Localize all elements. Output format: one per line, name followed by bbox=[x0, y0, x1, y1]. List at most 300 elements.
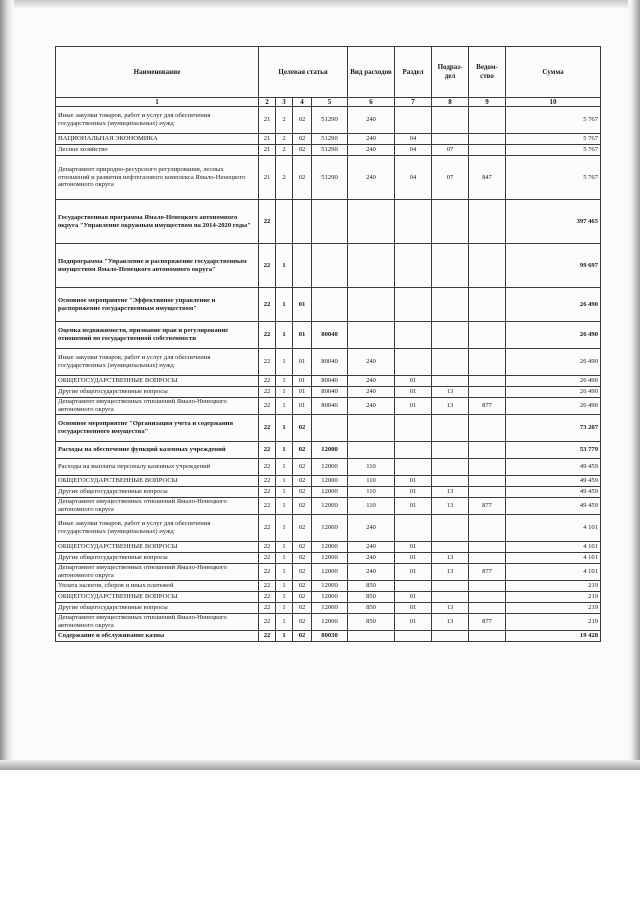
department-code bbox=[469, 542, 506, 553]
subsection: 13 bbox=[432, 398, 469, 415]
target-subprogram: 1 bbox=[276, 459, 293, 476]
subsection bbox=[432, 459, 469, 476]
target-event: 02 bbox=[293, 564, 312, 581]
expense-type: 240 bbox=[348, 349, 395, 376]
col-number: 9 bbox=[469, 98, 506, 107]
department-code bbox=[469, 459, 506, 476]
table-row bbox=[56, 542, 601, 553]
expense-type: 240 bbox=[348, 398, 395, 415]
department-code bbox=[469, 244, 506, 288]
header-department: Ведом-ство bbox=[469, 47, 506, 98]
section bbox=[395, 581, 432, 592]
expense-type: 240 bbox=[348, 107, 395, 134]
target-event: 02 bbox=[293, 134, 312, 145]
table-row bbox=[56, 156, 601, 200]
section: 01 bbox=[395, 398, 432, 415]
department-code bbox=[469, 322, 506, 349]
scan-edge-bottom bbox=[0, 760, 640, 770]
section: 01 bbox=[395, 542, 432, 553]
target-event: 02 bbox=[293, 487, 312, 498]
table-row bbox=[56, 442, 601, 459]
subsection bbox=[432, 631, 469, 642]
target-program: 22 bbox=[259, 614, 276, 631]
row-sum: 219 bbox=[506, 603, 601, 614]
department-code bbox=[469, 387, 506, 398]
table-row bbox=[56, 581, 601, 592]
section: 01 bbox=[395, 487, 432, 498]
target-direction bbox=[312, 288, 348, 322]
target-direction: 12000 bbox=[312, 564, 348, 581]
scan-edge-top bbox=[0, 0, 640, 8]
col-number: 7 bbox=[395, 98, 432, 107]
table-row bbox=[56, 322, 601, 349]
table-row bbox=[56, 487, 601, 498]
expense-type bbox=[348, 244, 395, 288]
target-program: 21 bbox=[259, 156, 276, 200]
section: 01 bbox=[395, 603, 432, 614]
section bbox=[395, 107, 432, 134]
target-subprogram: 2 bbox=[276, 145, 293, 156]
table-row bbox=[56, 398, 601, 415]
target-program: 22 bbox=[259, 592, 276, 603]
expense-type: 850 bbox=[348, 603, 395, 614]
target-subprogram: 1 bbox=[276, 415, 293, 442]
target-event: 02 bbox=[293, 459, 312, 476]
table-row bbox=[56, 200, 601, 244]
target-subprogram: 1 bbox=[276, 349, 293, 376]
target-subprogram bbox=[276, 200, 293, 244]
col-number: 5 bbox=[312, 98, 348, 107]
department-code bbox=[469, 415, 506, 442]
row-sum: 219 bbox=[506, 581, 601, 592]
subsection bbox=[432, 476, 469, 487]
expense-type: 110 bbox=[348, 476, 395, 487]
target-event: 02 bbox=[293, 553, 312, 564]
target-direction: 12000 bbox=[312, 614, 348, 631]
section: 01 bbox=[395, 376, 432, 387]
header-expense-type: Вид расходов bbox=[348, 47, 395, 98]
row-sum: 5 767 bbox=[506, 107, 601, 134]
department-code bbox=[469, 592, 506, 603]
target-event: 02 bbox=[293, 145, 312, 156]
expense-type: 240 bbox=[348, 542, 395, 553]
subsection bbox=[432, 244, 469, 288]
target-event: 02 bbox=[293, 415, 312, 442]
expense-type: 240 bbox=[348, 145, 395, 156]
row-name: Лесное хозяйство bbox=[56, 145, 259, 156]
expense-type: 240 bbox=[348, 553, 395, 564]
target-subprogram: 1 bbox=[276, 614, 293, 631]
row-sum: 5 767 bbox=[506, 145, 601, 156]
target-subprogram: 1 bbox=[276, 542, 293, 553]
row-sum: 5 767 bbox=[506, 134, 601, 145]
table-row bbox=[56, 349, 601, 376]
expense-type bbox=[348, 631, 395, 642]
subsection bbox=[432, 592, 469, 603]
department-code: 877 bbox=[469, 564, 506, 581]
col-number: 4 bbox=[293, 98, 312, 107]
section: 01 bbox=[395, 564, 432, 581]
expense-type: 240 bbox=[348, 156, 395, 200]
row-sum: 4 101 bbox=[506, 553, 601, 564]
target-event: 02 bbox=[293, 156, 312, 200]
row-sum: 219 bbox=[506, 614, 601, 631]
section: 01 bbox=[395, 387, 432, 398]
header-sum: Сумма bbox=[506, 47, 601, 98]
subsection: 07 bbox=[432, 145, 469, 156]
target-program: 22 bbox=[259, 322, 276, 349]
expense-type bbox=[348, 415, 395, 442]
row-name: ОБЩЕГОСУДАРСТВЕННЫЕ ВОПРОСЫ bbox=[56, 592, 259, 603]
expense-type: 240 bbox=[348, 564, 395, 581]
row-name: Уплата налогов, сборов и иных платежей bbox=[56, 581, 259, 592]
target-direction: 80030 bbox=[312, 631, 348, 642]
section: 01 bbox=[395, 476, 432, 487]
department-code bbox=[469, 200, 506, 244]
department-code bbox=[469, 442, 506, 459]
row-sum: 26 490 bbox=[506, 288, 601, 322]
subsection: 13 bbox=[432, 564, 469, 581]
target-program: 21 bbox=[259, 107, 276, 134]
department-code: 877 bbox=[469, 614, 506, 631]
expense-type: 240 bbox=[348, 387, 395, 398]
row-name: ОБЩЕГОСУДАРСТВЕННЫЕ ВОПРОСЫ bbox=[56, 542, 259, 553]
target-program: 22 bbox=[259, 487, 276, 498]
table-row bbox=[56, 387, 601, 398]
department-code bbox=[469, 145, 506, 156]
target-program: 22 bbox=[259, 349, 276, 376]
subsection bbox=[432, 288, 469, 322]
department-code bbox=[469, 107, 506, 134]
target-program: 21 bbox=[259, 145, 276, 156]
department-code: 877 bbox=[469, 398, 506, 415]
department-code bbox=[469, 553, 506, 564]
target-event: 02 bbox=[293, 107, 312, 134]
target-program: 22 bbox=[259, 200, 276, 244]
target-event bbox=[293, 244, 312, 288]
target-subprogram: 1 bbox=[276, 498, 293, 515]
target-direction: 12000 bbox=[312, 603, 348, 614]
target-event bbox=[293, 200, 312, 244]
section bbox=[395, 288, 432, 322]
expense-type: 850 bbox=[348, 592, 395, 603]
row-sum: 219 bbox=[506, 592, 601, 603]
target-direction: 80040 bbox=[312, 387, 348, 398]
row-sum: 4 101 bbox=[506, 564, 601, 581]
target-subprogram: 1 bbox=[276, 631, 293, 642]
subsection: 13 bbox=[432, 487, 469, 498]
target-event: 01 bbox=[293, 387, 312, 398]
target-subprogram: 2 bbox=[276, 156, 293, 200]
subsection: 13 bbox=[432, 498, 469, 515]
row-name: Департамент имущественных отношений Ямало-Ненецкого автономного округа bbox=[56, 398, 259, 415]
target-subprogram: 1 bbox=[276, 487, 293, 498]
target-event: 02 bbox=[293, 603, 312, 614]
col-number: 8 bbox=[432, 98, 469, 107]
target-program: 22 bbox=[259, 398, 276, 415]
row-name: НАЦИОНАЛЬНАЯ ЭКОНОМИКА bbox=[56, 134, 259, 145]
header-subsection: Подраз-дел bbox=[432, 47, 469, 98]
section bbox=[395, 515, 432, 542]
expense-type bbox=[348, 288, 395, 322]
table-row bbox=[56, 515, 601, 542]
target-direction: 80040 bbox=[312, 349, 348, 376]
row-sum: 26 490 bbox=[506, 398, 601, 415]
expense-type: 110 bbox=[348, 498, 395, 515]
header-name: Наименование bbox=[56, 47, 259, 98]
target-program: 22 bbox=[259, 542, 276, 553]
subsection: 13 bbox=[432, 614, 469, 631]
target-direction: 51290 bbox=[312, 134, 348, 145]
target-direction: 12000 bbox=[312, 487, 348, 498]
section bbox=[395, 322, 432, 349]
table-row bbox=[56, 476, 601, 487]
row-name: Департамент имущественных отношений Ямало-Ненецкого автономного округа bbox=[56, 614, 259, 631]
target-direction: 12000 bbox=[312, 459, 348, 476]
table-row bbox=[56, 107, 601, 134]
col-number: 1 bbox=[56, 98, 259, 107]
table-body bbox=[56, 107, 601, 642]
target-subprogram: 2 bbox=[276, 107, 293, 134]
subsection bbox=[432, 542, 469, 553]
expense-type: 240 bbox=[348, 515, 395, 542]
row-name: Иные закупки товаров, работ и услуг для обеспечения государственных (муниципальных) нужд bbox=[56, 349, 259, 376]
subsection bbox=[432, 442, 469, 459]
section bbox=[395, 442, 432, 459]
expense-type: 110 bbox=[348, 487, 395, 498]
target-subprogram: 1 bbox=[276, 288, 293, 322]
row-sum: 26 490 bbox=[506, 376, 601, 387]
row-sum: 4 101 bbox=[506, 515, 601, 542]
row-name: Другие общегосударственные вопросы bbox=[56, 487, 259, 498]
col-number: 10 bbox=[506, 98, 601, 107]
table-row bbox=[56, 376, 601, 387]
target-direction: 12000 bbox=[312, 476, 348, 487]
table-row bbox=[56, 145, 601, 156]
target-subprogram: 1 bbox=[276, 476, 293, 487]
expense-type: 850 bbox=[348, 614, 395, 631]
subsection bbox=[432, 376, 469, 387]
row-sum: 26 490 bbox=[506, 387, 601, 398]
expense-type: 240 bbox=[348, 376, 395, 387]
target-program: 22 bbox=[259, 631, 276, 642]
row-name: Другие общегосударственные вопросы bbox=[56, 603, 259, 614]
target-subprogram: 1 bbox=[276, 581, 293, 592]
target-direction: 12000 bbox=[312, 581, 348, 592]
target-direction: 80040 bbox=[312, 322, 348, 349]
target-direction: 12000 bbox=[312, 442, 348, 459]
department-code bbox=[469, 487, 506, 498]
section: 01 bbox=[395, 553, 432, 564]
row-sum: 4 101 bbox=[506, 542, 601, 553]
subsection: 13 bbox=[432, 603, 469, 614]
department-code bbox=[469, 349, 506, 376]
header-target-article: Целевая статья bbox=[259, 47, 348, 98]
subsection bbox=[432, 322, 469, 349]
target-program: 22 bbox=[259, 442, 276, 459]
row-name: Департамент имущественных отношений Ямало-Ненецкого автономного округа bbox=[56, 498, 259, 515]
subsection bbox=[432, 200, 469, 244]
subsection bbox=[432, 415, 469, 442]
row-sum: 397 465 bbox=[506, 200, 601, 244]
section bbox=[395, 459, 432, 476]
department-code bbox=[469, 631, 506, 642]
target-event: 02 bbox=[293, 614, 312, 631]
expense-type: 850 bbox=[348, 581, 395, 592]
target-subprogram: 1 bbox=[276, 515, 293, 542]
target-program: 22 bbox=[259, 603, 276, 614]
target-event: 02 bbox=[293, 542, 312, 553]
target-program: 22 bbox=[259, 459, 276, 476]
row-name: ОБЩЕГОСУДАРСТВЕННЫЕ ВОПРОСЫ bbox=[56, 476, 259, 487]
target-subprogram: 1 bbox=[276, 376, 293, 387]
row-sum: 49 459 bbox=[506, 476, 601, 487]
table-row bbox=[56, 459, 601, 476]
row-name: Расходы на обеспечение функций казенных учреждений bbox=[56, 442, 259, 459]
target-subprogram: 1 bbox=[276, 553, 293, 564]
target-program: 22 bbox=[259, 498, 276, 515]
table-row bbox=[56, 553, 601, 564]
section bbox=[395, 415, 432, 442]
target-program: 22 bbox=[259, 244, 276, 288]
section bbox=[395, 349, 432, 376]
department-code bbox=[469, 288, 506, 322]
row-name: Содержание и обслуживание казны bbox=[56, 631, 259, 642]
row-name: Иные закупки товаров, работ и услуг для обеспечения государственных (муниципальных) нужд bbox=[56, 515, 259, 542]
target-event: 02 bbox=[293, 592, 312, 603]
section: 04 bbox=[395, 156, 432, 200]
target-subprogram: 1 bbox=[276, 244, 293, 288]
scan-edge-right bbox=[628, 0, 640, 768]
scan-edge-left bbox=[0, 0, 14, 768]
target-direction bbox=[312, 415, 348, 442]
target-direction: 51290 bbox=[312, 107, 348, 134]
target-subprogram: 1 bbox=[276, 564, 293, 581]
target-program: 22 bbox=[259, 387, 276, 398]
table-row bbox=[56, 134, 601, 145]
target-program: 22 bbox=[259, 581, 276, 592]
section: 04 bbox=[395, 134, 432, 145]
department-code bbox=[469, 603, 506, 614]
department-code bbox=[469, 515, 506, 542]
target-direction: 12000 bbox=[312, 498, 348, 515]
table-row bbox=[56, 288, 601, 322]
table-row bbox=[56, 498, 601, 515]
row-name: Расходы на выплаты персоналу казенных учреждений bbox=[56, 459, 259, 476]
section: 04 bbox=[395, 145, 432, 156]
subsection: 07 bbox=[432, 156, 469, 200]
table-row bbox=[56, 415, 601, 442]
target-direction: 12000 bbox=[312, 542, 348, 553]
section bbox=[395, 200, 432, 244]
target-subprogram: 1 bbox=[276, 398, 293, 415]
subsection bbox=[432, 515, 469, 542]
table-row bbox=[56, 244, 601, 288]
section bbox=[395, 631, 432, 642]
table-row bbox=[56, 592, 601, 603]
row-sum: 26 490 bbox=[506, 349, 601, 376]
target-direction: 12000 bbox=[312, 515, 348, 542]
target-direction bbox=[312, 200, 348, 244]
row-name: Основное мероприятие "Эффективное управление и распоряжение государственным имуществом" bbox=[56, 288, 259, 322]
target-subprogram: 1 bbox=[276, 592, 293, 603]
row-name: Основное мероприятие "Организация учета и содержания государственного имущества" bbox=[56, 415, 259, 442]
table-row bbox=[56, 603, 601, 614]
target-direction: 51290 bbox=[312, 145, 348, 156]
section: 01 bbox=[395, 592, 432, 603]
row-name: Государственная программа Ямало-Ненецкого автономного округа "Управление окружным имуществом на 2014-2020 годы" bbox=[56, 200, 259, 244]
department-code bbox=[469, 376, 506, 387]
row-sum: 49 459 bbox=[506, 498, 601, 515]
expense-type bbox=[348, 442, 395, 459]
department-code bbox=[469, 134, 506, 145]
row-name: ОБЩЕГОСУДАРСТВЕННЫЕ ВОПРОСЫ bbox=[56, 376, 259, 387]
department-code: 847 bbox=[469, 156, 506, 200]
target-subprogram: 1 bbox=[276, 442, 293, 459]
target-program: 22 bbox=[259, 515, 276, 542]
target-program: 22 bbox=[259, 476, 276, 487]
subsection: 13 bbox=[432, 553, 469, 564]
expense-type: 110 bbox=[348, 459, 395, 476]
row-name: Подпрограмма "Управление и распоряжение государственным имуществом Ямало-Ненецкого автономного округа" bbox=[56, 244, 259, 288]
target-program: 22 bbox=[259, 553, 276, 564]
target-event: 02 bbox=[293, 498, 312, 515]
subsection bbox=[432, 134, 469, 145]
department-code bbox=[469, 476, 506, 487]
target-direction: 12000 bbox=[312, 592, 348, 603]
target-direction: 80040 bbox=[312, 376, 348, 387]
target-event: 02 bbox=[293, 442, 312, 459]
row-sum: 19 428 bbox=[506, 631, 601, 642]
target-event: 01 bbox=[293, 349, 312, 376]
col-number: 6 bbox=[348, 98, 395, 107]
target-subprogram: 2 bbox=[276, 134, 293, 145]
row-name: Оценка недвижимости, признание прав и регулирование отношений по государственной собственности bbox=[56, 322, 259, 349]
target-program: 22 bbox=[259, 376, 276, 387]
row-name: Иные закупки товаров, работ и услуг для обеспечения государственных (муниципальных) нужд bbox=[56, 107, 259, 134]
target-event: 02 bbox=[293, 476, 312, 487]
row-name: Департамент имущественных отношений Ямало-Ненецкого автономного округа bbox=[56, 564, 259, 581]
table-row bbox=[56, 631, 601, 642]
expense-type: 240 bbox=[348, 134, 395, 145]
row-name: Другие общегосударственные вопросы bbox=[56, 553, 259, 564]
row-sum: 5 767 bbox=[506, 156, 601, 200]
target-event: 01 bbox=[293, 376, 312, 387]
target-program: 21 bbox=[259, 134, 276, 145]
target-direction bbox=[312, 244, 348, 288]
target-direction: 80040 bbox=[312, 398, 348, 415]
row-sum: 53 779 bbox=[506, 442, 601, 459]
row-sum: 49 459 bbox=[506, 487, 601, 498]
target-event: 02 bbox=[293, 581, 312, 592]
target-program: 22 bbox=[259, 564, 276, 581]
section bbox=[395, 244, 432, 288]
subsection bbox=[432, 581, 469, 592]
header-section: Раздел bbox=[395, 47, 432, 98]
column-number-row bbox=[56, 98, 601, 107]
row-sum: 99 697 bbox=[506, 244, 601, 288]
target-event: 02 bbox=[293, 631, 312, 642]
section: 01 bbox=[395, 498, 432, 515]
subsection: 13 bbox=[432, 387, 469, 398]
target-program: 22 bbox=[259, 288, 276, 322]
col-number: 3 bbox=[276, 98, 293, 107]
target-program: 22 bbox=[259, 415, 276, 442]
header-row bbox=[56, 47, 601, 98]
budget-table bbox=[55, 46, 601, 642]
section: 01 bbox=[395, 614, 432, 631]
target-event: 02 bbox=[293, 515, 312, 542]
